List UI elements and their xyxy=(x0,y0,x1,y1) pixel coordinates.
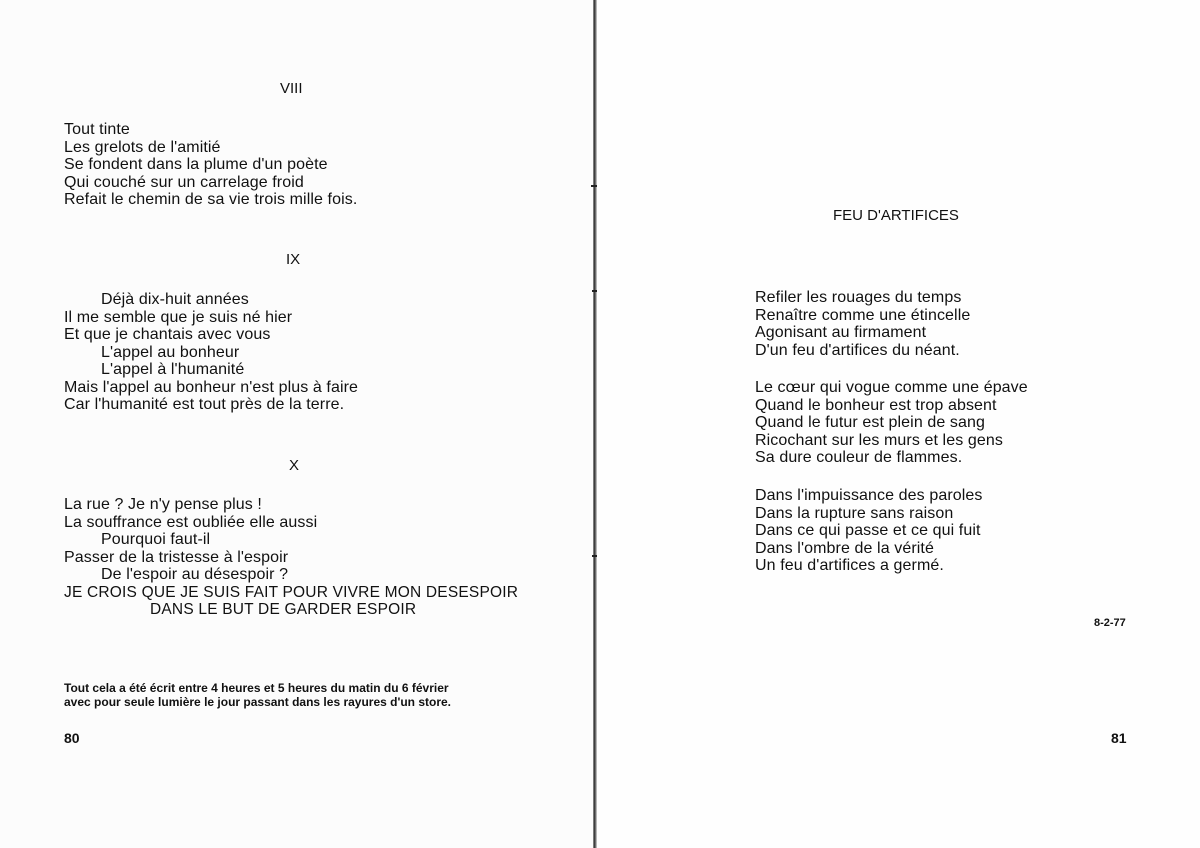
poem-line: Refiler les rouages du temps xyxy=(755,289,962,306)
poem-line: L'appel à l'humanité xyxy=(101,361,245,378)
poem-date: 8-2-77 xyxy=(1094,617,1126,629)
poem-line: Se fondent dans la plume d'un poète xyxy=(64,156,328,173)
poem-line: Dans ce qui passe et ce qui fuit xyxy=(755,522,981,539)
poem-line: Déjà dix-huit années xyxy=(101,291,249,308)
section-heading-viii: VIII xyxy=(280,80,303,97)
footnote-line: avec pour seule lumière le jour passant dans les rayures d'un store. xyxy=(64,695,451,709)
poem-line: La souffrance est oubliée elle aussi xyxy=(64,513,318,531)
poem-line: Agonisant au firmament xyxy=(755,324,927,341)
poem-line: Qui couché sur un carrelage froid xyxy=(64,173,304,191)
poem-line: L'appel au bonheur xyxy=(101,343,240,361)
poem-line-caps: DANS LE BUT DE GARDER ESPOIR xyxy=(150,601,417,618)
poem-line: Renaître comme une étincelle xyxy=(755,306,971,324)
left-page xyxy=(0,0,595,848)
poem-line: De l'espoir au désespoir ? xyxy=(101,566,289,583)
page-number-left: 80 xyxy=(64,730,80,746)
page-number-right: 81 xyxy=(1111,730,1127,746)
poem-line: Car l'humanité est tout près de la terre. xyxy=(64,396,345,413)
poem-line: Quand le futur est plein de sang xyxy=(755,414,986,431)
poem-line: Dans l'ombre de la vérité xyxy=(755,539,934,557)
poem-line: Tout tinte xyxy=(64,121,130,138)
poem-title: FEU D'ARTIFICES xyxy=(833,207,959,224)
poem-line: La rue ? Je n'y pense plus ! xyxy=(64,496,262,513)
poem-line-caps: JE CROIS QUE JE SUIS FAIT POUR VIVRE MON DESESPOIR xyxy=(64,583,519,601)
poem-line: Les grelots de l'amitié xyxy=(64,138,221,156)
poem-line: Quand le bonheur est trop absent xyxy=(755,396,997,414)
footnote-line: Tout cela a été écrit entre 4 heures et 5 heures du matin du 6 février xyxy=(64,681,449,695)
poem-line: Passer de la tristesse à l'espoir xyxy=(64,548,289,566)
poem-line: D'un feu d'artifices du néant. xyxy=(755,341,960,359)
poem-line: Un feu d'artifices a germé. xyxy=(755,557,944,574)
poem-line: Mais l'appel au bonheur n'est plus à faire xyxy=(64,378,359,396)
poem-line: Sa dure couleur de flammes. xyxy=(755,449,963,466)
poem-line: Dans la rupture sans raison xyxy=(755,504,954,522)
section-heading-ix: IX xyxy=(286,251,301,268)
poem-line: Refait le chemin de sa vie trois mille fois. xyxy=(64,191,358,208)
right-page xyxy=(597,0,1200,848)
poem-line: Il me semble que je suis né hier xyxy=(64,308,293,326)
section-heading-x: X xyxy=(289,457,300,474)
poem-line: Dans l'impuissance des paroles xyxy=(755,487,983,504)
poem-line: Et que je chantais avec vous xyxy=(64,326,271,343)
poem-line: Le cœur qui vogue comme une épave xyxy=(755,379,1028,396)
poem-line: Ricochant sur les murs et les gens xyxy=(755,431,1003,449)
poem-line: Pourquoi faut-il xyxy=(101,531,211,548)
